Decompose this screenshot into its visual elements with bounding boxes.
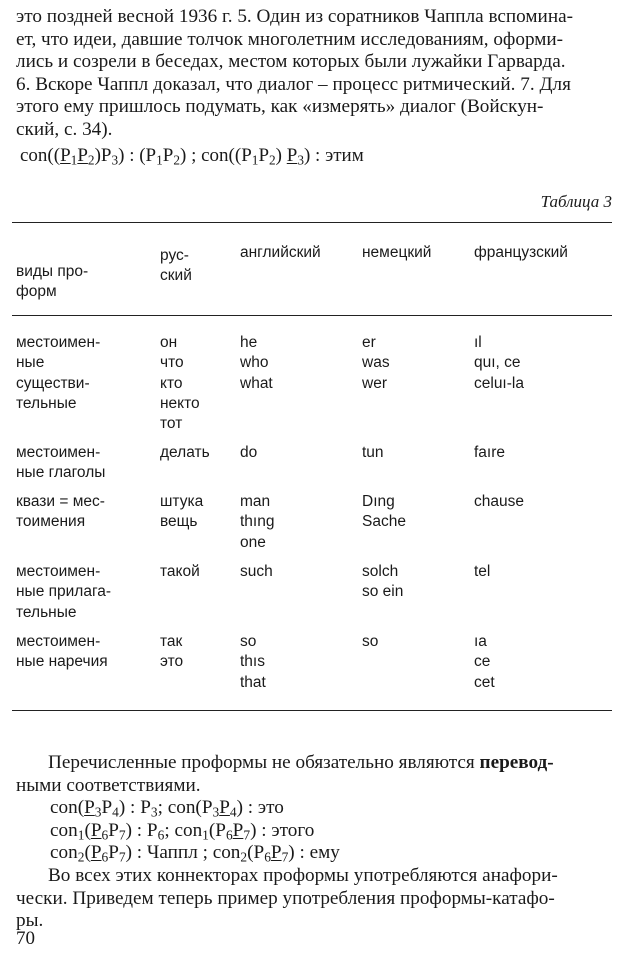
table-cell: faıre xyxy=(474,444,506,461)
table-cell: штука вещь xyxy=(160,493,204,531)
table-cell: do xyxy=(240,444,258,461)
closing-paragraph-2-line: ры. xyxy=(16,910,44,932)
table-cell: he who what xyxy=(240,334,273,392)
connector-formula: $con((P_1P_2)P_3)$ : $(P_1P_2)$ ; $con((P_1P_2)$ $P_3$) : этим xyxy=(20,145,364,168)
table-cell: man thıng one xyxy=(240,493,275,551)
table-cell: он что кто некто тот xyxy=(160,334,200,433)
table-cell: такой xyxy=(160,563,200,580)
intro-line: 6. Вскоре Чаппл доказал, что диалог – процесс ритмический. 7. Для xyxy=(16,73,571,95)
page-number: 70 xyxy=(16,928,35,949)
table-cell: местоимен- ные существи- тельные xyxy=(16,334,101,412)
intro-line: лись и созрели в беседах, местом которых были лужайки Гарварда. xyxy=(16,51,566,73)
formula-line: $con_1(P_6P_7)$ : $P_6$; $con_1(P_6P_7)$ : этого xyxy=(50,819,315,843)
table-cell: местоимен- ные глаголы xyxy=(16,444,106,482)
table-cell: местоимен- ные наречия xyxy=(16,633,108,671)
table-cell: Dıng Sache xyxy=(362,493,406,531)
closing-paragraph-1-cont: ными соответствиями. xyxy=(16,774,201,796)
header-cell: английский xyxy=(240,244,321,261)
table-cell: so thıs that xyxy=(240,633,266,691)
header-cell: французский xyxy=(474,244,568,261)
closing-text xyxy=(16,752,614,933)
table-cell: such xyxy=(240,563,273,580)
table-cell: так это xyxy=(160,633,184,671)
table-cell: местоимен- ные прилага- тельные xyxy=(16,563,112,621)
formula-line: $con(P_3P_4)$ : $P_3$; $con(P_3P_4)$ : это xyxy=(50,797,284,820)
table-caption: Таблица 3 xyxy=(540,192,612,211)
table-cell: tun xyxy=(362,444,384,461)
table-cell: tel xyxy=(474,563,491,580)
closing-paragraph-1: Перечисленные проформы не обязательно являются перевод- xyxy=(48,752,554,773)
connector-formulas xyxy=(16,797,614,865)
table-cell: solch so ein xyxy=(362,563,404,601)
table-cell: ıl quı, ce celuı-la xyxy=(474,334,524,392)
table-cell: so xyxy=(362,633,379,650)
formula-line: $con_2(P_6P_7)$ : Чаппл ; $con_2(P_6P_7)$ : ему xyxy=(50,842,340,865)
header-cell: виды про- форм xyxy=(16,263,89,301)
header-cell: немецкий xyxy=(362,244,432,261)
table-cell: chause xyxy=(474,493,524,510)
intro-line: это поздней весной 1936 г. 5. Один из соратников Чаппла вспомина- xyxy=(16,6,573,27)
closing-paragraph-2-line: Во всех этих коннекторах проформы употребляются анафори- xyxy=(48,864,558,886)
intro-line: ет, что идеи, давшие толчок многолетним исследованиям, оформи- xyxy=(16,28,564,50)
intro-line: ский, с. 34). xyxy=(16,118,113,140)
table-cell: квази = мес- тоимения xyxy=(16,493,105,531)
intro-line: этого ему пришлось подумать, как «измерять» диалог (Войскун- xyxy=(16,96,544,118)
table-cell: ıa ce cet xyxy=(474,633,495,691)
closing-paragraph-2-line: чески. Приведем теперь пример употребления проформы-катафо- xyxy=(16,887,555,909)
table-cell: er was wer xyxy=(362,334,390,392)
table-cell: делать xyxy=(160,444,210,461)
header-cell: рус- ский xyxy=(160,247,192,285)
